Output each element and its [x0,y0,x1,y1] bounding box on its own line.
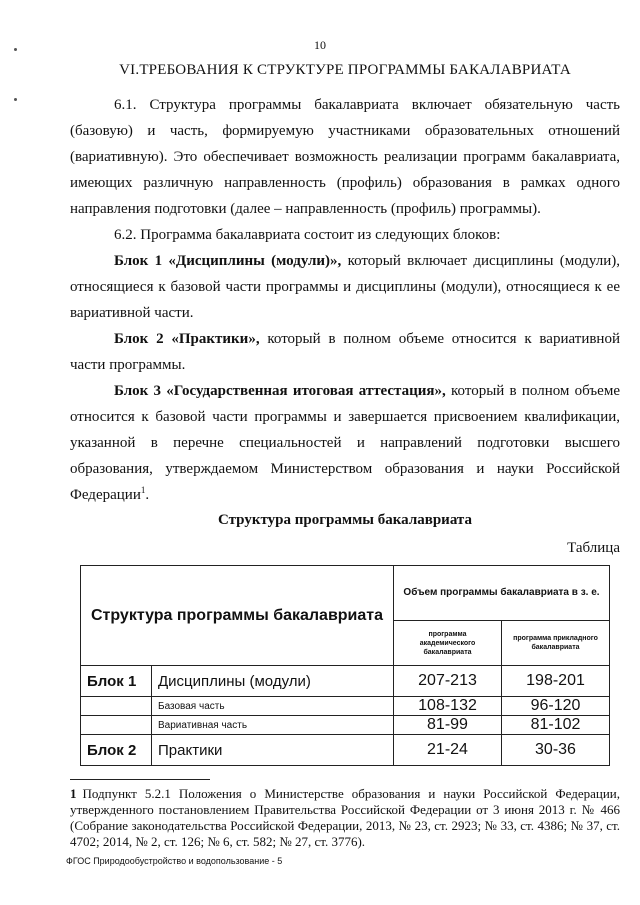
row-block-label: Блок 1 [81,666,152,697]
block-1-text: который включает дисциплины (модули), относящиеся к базовой части программы и дисциплины (модули), относящиеся к ее вариативной части. [70,253,620,321]
footnote-reference[interactable]: 1 [140,485,146,495]
row-block-label [81,697,152,716]
row-applied-value: 96-120 [502,697,610,716]
block-2-title: Блок 2 «Практики», [114,331,260,347]
footnote-mark: 1 [70,786,77,801]
table-caption: Таблица [567,540,620,556]
scan-dot [14,98,17,101]
page-number: 10 [314,38,326,52]
block-1-title: Блок 1 «Дисциплины (модули)», [114,253,342,269]
row-academic-value: 21-24 [394,735,502,766]
row-applied-value: 198-201 [502,666,610,697]
row-applied-value: 30-36 [502,735,610,766]
paragraph-block-1 [70,248,620,326]
program-structure-table [80,565,610,766]
table-row [81,716,610,735]
row-applied-value: 81-102 [502,716,610,735]
footnote-divider [70,779,210,780]
table-row [81,666,610,697]
row-academic-value: 81-99 [394,716,502,735]
table-header-row [81,566,610,621]
row-name: Базовая часть [152,697,394,716]
block-2-text: который в полном объеме относится к вариативной части программы. [70,331,620,373]
block-3-text: который в полном объеме относится к базовой части программы и завершается присвоением квалификации, указанной в перечне специальностей и направлений подготовки высшего образования, утверждаемом Министерством образования и науки Российской Федерации [70,383,620,503]
header-structure: Структура программы бакалавриата [81,566,394,666]
header-volume: Объем программы бакалавриата в з. е. [394,566,610,621]
table-title: Структура программы бакалавриата [218,512,472,528]
table-row [81,697,610,716]
row-name: Вариативная часть [152,716,394,735]
row-name: Дисциплины (модули) [152,666,394,697]
paragraph-6-2: 6.2. Программа бакалавриата состоит из следующих блоков: [114,227,501,243]
footnote [70,786,620,850]
row-name: Практики [152,735,394,766]
header-academic: программа академического бакалавриата [394,621,502,666]
block-3-title: Блок 3 «Государственная итоговая аттестация», [114,383,446,399]
row-block-label: Блок 2 [81,735,152,766]
block-3-end: . [145,487,150,503]
footnote-text: Подпункт 5.2.1 Положения о Министерстве образования и науки Российской Федерации, утвержденного постановлением Правительства Российской Федерации от 3 июня 2013 г. № 466 (Собрание законодательства Российской Федерации, 2013, № 23, ст. 2923; № 33, ст. 4386; № 37, ст. 4702; 2014, № 2, ст. 126; № 6, ст. 582; № 27, ст. 3776). [70,786,620,849]
paragraph-block-2 [70,326,620,378]
header-applied: программа прикладного бакалавриата [502,621,610,666]
paragraph-6-1: 6.1. Структура программы бакалавриата включает обязательную часть (базовую) и часть, формируемую участниками образовательных отношений (вариативную). Это обеспечивает возможность реализации программ бакалавриата, имеющих различную направленность (профиль) образования в рамках одного направления подготовки (далее – направленность (профиль) программы). [70,97,620,217]
row-academic-value: 207-213 [394,666,502,697]
paragraph-block-3 [70,378,620,508]
row-block-label [81,716,152,735]
page-footer: ФГОС Природообустройство и водопользование - 5 [66,856,283,866]
row-academic-value: 108-132 [394,697,502,716]
section-title: VI.ТРЕБОВАНИЯ К СТРУКТУРЕ ПРОГРАММЫ БАКАЛАВРИАТА [119,62,571,78]
table-row [81,735,610,766]
